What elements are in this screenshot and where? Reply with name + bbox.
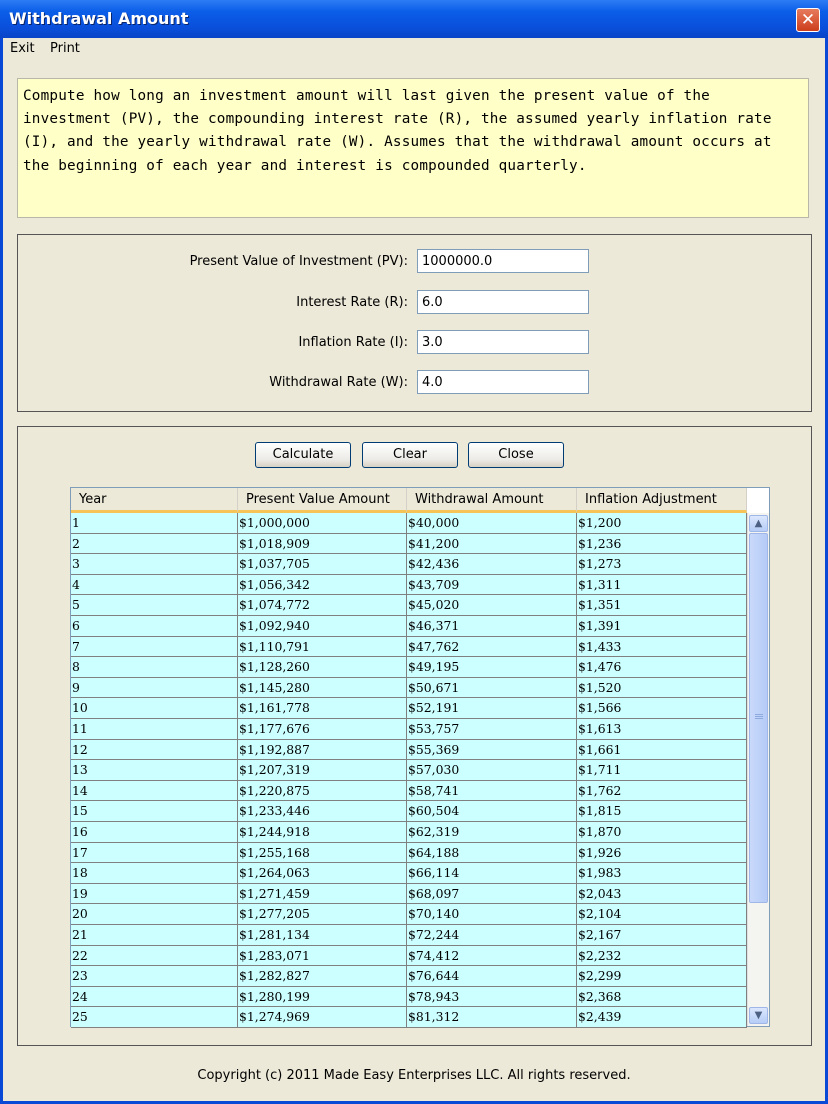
table-cell[interactable]: $47,762: [407, 637, 577, 658]
table-cell[interactable]: $1,200: [577, 513, 747, 534]
title-bar[interactable]: [0, 0, 828, 38]
table-cell[interactable]: $1,566: [577, 698, 747, 719]
table-cell[interactable]: $1,177,676: [238, 719, 407, 740]
table-row[interactable]: [71, 822, 747, 843]
table-cell[interactable]: $1,520: [577, 678, 747, 699]
pv-input[interactable]: [417, 249, 589, 273]
table-cell[interactable]: 19: [71, 884, 238, 905]
table-cell[interactable]: $1,661: [577, 740, 747, 761]
table-cell[interactable]: 3: [71, 554, 238, 575]
table-cell[interactable]: 4: [71, 575, 238, 596]
table-cell[interactable]: $1,311: [577, 575, 747, 596]
menu-bar: [3, 38, 825, 60]
table-cell[interactable]: $1,282,827: [238, 966, 407, 987]
table-cell[interactable]: 17: [71, 843, 238, 864]
description-text: Compute how long an investment amount will last given the present value of the investment (PV), the compounding interest rate (R), the assumed yearly inflation rate (I), and the yearly withdrawal rate (W). Assumes that the withdrawal amount occurs at the beginning of each year and interest is compounded quarterly.: [17, 78, 809, 218]
table-cell[interactable]: $1,220,875: [238, 781, 407, 802]
column-header-inflation[interactable]: Inflation Adjustment: [577, 488, 747, 513]
table-row[interactable]: [71, 904, 747, 925]
table-cell[interactable]: $1,255,168: [238, 843, 407, 864]
table-cell[interactable]: $2,368: [577, 987, 747, 1008]
table-row[interactable]: [71, 946, 747, 967]
table-cell[interactable]: $1,207,319: [238, 760, 407, 781]
interest-rate-input[interactable]: [417, 290, 589, 314]
table-cell[interactable]: 23: [71, 966, 238, 987]
results-table: [70, 487, 770, 1027]
table-cell[interactable]: $2,104: [577, 904, 747, 925]
table-row[interactable]: [71, 1007, 747, 1028]
table-cell[interactable]: $1,983: [577, 863, 747, 884]
calculate-button[interactable]: Calculate: [255, 442, 351, 468]
table-cell[interactable]: $53,757: [407, 719, 577, 740]
table-cell[interactable]: 5: [71, 595, 238, 616]
copyright-footer: Copyright (c) 2011 Made Easy Enterprises LLC. All rights reserved.: [197, 1068, 631, 1083]
table-cell[interactable]: $76,644: [407, 966, 577, 987]
grip-line: [755, 716, 763, 717]
table-cell[interactable]: $1,274,969: [238, 1007, 407, 1028]
table-cell[interactable]: 9: [71, 678, 238, 699]
table-row[interactable]: [71, 801, 747, 822]
table-cell[interactable]: $1,037,705: [238, 554, 407, 575]
table-cell[interactable]: $1,161,778: [238, 698, 407, 719]
table-cell[interactable]: 2: [71, 534, 238, 555]
withdrawal-rate-label: Withdrawal Rate (W):: [269, 375, 408, 390]
table-cell[interactable]: 20: [71, 904, 238, 925]
column-header-year[interactable]: Year: [71, 488, 238, 513]
table-row[interactable]: [71, 760, 747, 781]
table-cell[interactable]: 8: [71, 657, 238, 678]
table-cell[interactable]: 25: [71, 1007, 238, 1028]
results-panel: [17, 426, 812, 1046]
table-cell[interactable]: 24: [71, 987, 238, 1008]
scroll-thumb[interactable]: [749, 533, 768, 903]
table-cell[interactable]: $41,200: [407, 534, 577, 555]
table-cell[interactable]: $1,351: [577, 595, 747, 616]
table-cell[interactable]: $1,273: [577, 554, 747, 575]
window-title: Withdrawal Amount: [9, 9, 189, 28]
table-cell[interactable]: $1,613: [577, 719, 747, 740]
table-cell[interactable]: $43,709: [407, 575, 577, 596]
table-cell[interactable]: $2,439: [577, 1007, 747, 1028]
table-row[interactable]: [71, 637, 747, 658]
scroll-up-icon[interactable]: ▲: [749, 515, 768, 532]
table-cell[interactable]: $70,140: [407, 904, 577, 925]
table-cell[interactable]: 21: [71, 925, 238, 946]
table-row[interactable]: [71, 966, 747, 987]
table-cell[interactable]: $1,128,260: [238, 657, 407, 678]
vertical-scrollbar[interactable]: [747, 513, 769, 1026]
table-cell[interactable]: $1,280,199: [238, 987, 407, 1008]
table-cell[interactable]: 13: [71, 760, 238, 781]
table-cell[interactable]: $68,097: [407, 884, 577, 905]
table-row[interactable]: [71, 698, 747, 719]
inflation-rate-label: Inflation Rate (I):: [298, 335, 408, 350]
table-cell[interactable]: $1,092,940: [238, 616, 407, 637]
table-row[interactable]: [71, 740, 747, 761]
clear-button[interactable]: Clear: [362, 442, 458, 468]
table-row[interactable]: [71, 863, 747, 884]
table-cell[interactable]: $1,283,071: [238, 946, 407, 967]
table-cell[interactable]: $1,277,205: [238, 904, 407, 925]
table-cell[interactable]: 14: [71, 781, 238, 802]
table-cell[interactable]: $1,281,134: [238, 925, 407, 946]
table-cell[interactable]: $2,167: [577, 925, 747, 946]
table-cell[interactable]: 6: [71, 616, 238, 637]
table-cell[interactable]: $52,191: [407, 698, 577, 719]
table-cell[interactable]: $1,815: [577, 801, 747, 822]
close-window-icon[interactable]: ✕: [796, 8, 820, 32]
table-cell[interactable]: $66,114: [407, 863, 577, 884]
table-row[interactable]: [71, 678, 747, 699]
grip-line: [755, 718, 763, 719]
table-row[interactable]: [71, 657, 747, 678]
table-cell[interactable]: $72,244: [407, 925, 577, 946]
table-cell[interactable]: $50,671: [407, 678, 577, 699]
table-cell[interactable]: $1,244,918: [238, 822, 407, 843]
client-area: [3, 38, 825, 1101]
table-cell[interactable]: $1,271,459: [238, 884, 407, 905]
table-cell[interactable]: $2,299: [577, 966, 747, 987]
table-row[interactable]: [71, 884, 747, 905]
table-cell[interactable]: $1,056,342: [238, 575, 407, 596]
table-cell[interactable]: $2,232: [577, 946, 747, 967]
table-cell[interactable]: 10: [71, 698, 238, 719]
table-cell[interactable]: $57,030: [407, 760, 577, 781]
table-cell[interactable]: $1,264,063: [238, 863, 407, 884]
table-row[interactable]: [71, 595, 747, 616]
table-row[interactable]: [71, 987, 747, 1008]
table-cell[interactable]: $1,711: [577, 760, 747, 781]
table-cell[interactable]: $60,504: [407, 801, 577, 822]
table-row[interactable]: [71, 554, 747, 575]
table-row[interactable]: [71, 843, 747, 864]
close-button[interactable]: Close: [468, 442, 564, 468]
table-cell[interactable]: 1: [71, 513, 238, 534]
table-cell[interactable]: $1,926: [577, 843, 747, 864]
table-cell[interactable]: 22: [71, 946, 238, 967]
table-cell[interactable]: $1,074,772: [238, 595, 407, 616]
table-row[interactable]: [71, 513, 747, 534]
table-cell[interactable]: 7: [71, 637, 238, 658]
table-cell[interactable]: 12: [71, 740, 238, 761]
table-cell[interactable]: 11: [71, 719, 238, 740]
column-header-present-value[interactable]: Present Value Amount: [238, 488, 407, 513]
table-cell[interactable]: $1,018,909: [238, 534, 407, 555]
table-cell[interactable]: $1,433: [577, 637, 747, 658]
table-cell[interactable]: $49,195: [407, 657, 577, 678]
menu-print[interactable]: Print: [50, 41, 80, 56]
table-header: [71, 488, 747, 513]
table-row[interactable]: [71, 719, 747, 740]
scroll-down-icon[interactable]: ▼: [749, 1007, 768, 1024]
table-cell[interactable]: $40,000: [407, 513, 577, 534]
withdrawal-rate-input[interactable]: [417, 370, 589, 394]
table-cell[interactable]: $62,319: [407, 822, 577, 843]
table-cell[interactable]: 15: [71, 801, 238, 822]
table-cell[interactable]: $64,188: [407, 843, 577, 864]
table-cell[interactable]: $46,371: [407, 616, 577, 637]
table-row[interactable]: [71, 534, 747, 555]
table-cell[interactable]: $2,043: [577, 884, 747, 905]
table-cell[interactable]: $81,312: [407, 1007, 577, 1028]
input-panel: [17, 234, 812, 412]
table-row[interactable]: [71, 616, 747, 637]
table-cell[interactable]: $45,020: [407, 595, 577, 616]
table-cell[interactable]: $1,192,887: [238, 740, 407, 761]
table-row[interactable]: [71, 575, 747, 596]
table-cell[interactable]: 16: [71, 822, 238, 843]
column-header-withdrawal[interactable]: Withdrawal Amount: [407, 488, 577, 513]
grip-line: [755, 714, 763, 715]
inflation-rate-input[interactable]: [417, 330, 589, 354]
table-cell[interactable]: $1,233,446: [238, 801, 407, 822]
table-cell[interactable]: $1,476: [577, 657, 747, 678]
table-cell[interactable]: $1,145,280: [238, 678, 407, 699]
table-cell[interactable]: $1,000,000: [238, 513, 407, 534]
table-row[interactable]: [71, 925, 747, 946]
table-cell[interactable]: $74,412: [407, 946, 577, 967]
table-cell[interactable]: $1,110,791: [238, 637, 407, 658]
table-row[interactable]: [71, 781, 747, 802]
table-cell[interactable]: $1,391: [577, 616, 747, 637]
menu-exit[interactable]: Exit: [10, 41, 35, 56]
table-cell[interactable]: $1,236: [577, 534, 747, 555]
pv-label: Present Value of Investment (PV):: [189, 254, 408, 269]
table-cell[interactable]: $1,762: [577, 781, 747, 802]
table-cell[interactable]: $1,870: [577, 822, 747, 843]
table-cell[interactable]: $55,369: [407, 740, 577, 761]
table-cell[interactable]: 18: [71, 863, 238, 884]
interest-rate-label: Interest Rate (R):: [296, 295, 408, 310]
table-cell[interactable]: $42,436: [407, 554, 577, 575]
table-cell[interactable]: $58,741: [407, 781, 577, 802]
table-cell[interactable]: $78,943: [407, 987, 577, 1008]
